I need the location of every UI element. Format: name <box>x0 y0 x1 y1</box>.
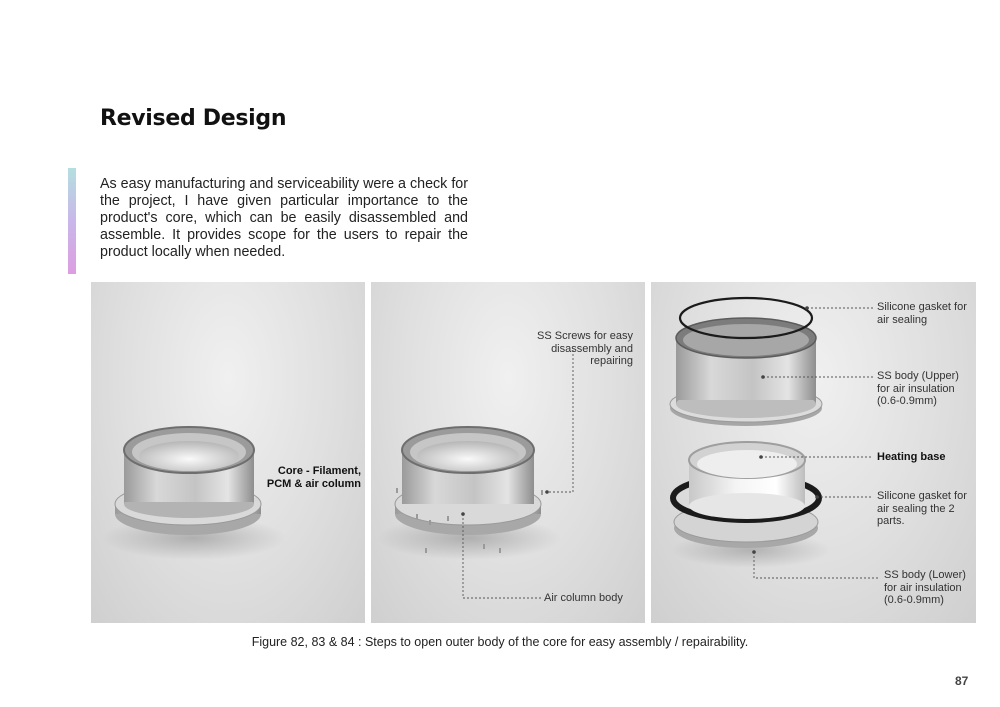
body-lower-label: SS body (Lower) for air insulation (0.6-0.9mm) <box>884 569 966 606</box>
figure-caption: Figure 82, 83 & 84 : Steps to open outer body of the core for easy assembly / repairability. <box>251 635 749 649</box>
gasket-mid-label: Silicone gasket for air sealing the 2 parts. <box>877 490 967 527</box>
body-upper-label: SS body (Upper) for air insulation (0.6-0.9mm) <box>877 370 959 407</box>
core-assembled-illustration <box>91 282 365 623</box>
screws-label: SS Screws for easy disassembly and repairing <box>537 330 633 367</box>
figure-83-panel <box>371 282 645 623</box>
heating-base-label: Heating base <box>877 451 946 463</box>
air-column-label: Air column body <box>544 592 623 604</box>
intro-paragraph: As easy manufacturing and serviceability were a check for the project, I have given particular importance to the product's core, which can be easily disassembled and assemble. It provides scope for the users to repair the product locally when needed. <box>100 176 468 260</box>
figure-84-panel <box>651 282 976 623</box>
page-number: 87 <box>955 674 969 688</box>
figure-82-panel <box>91 282 365 623</box>
page-title: Revised Design <box>100 106 287 131</box>
core-label: Core - Filament, PCM & air column <box>266 465 361 490</box>
accent-bar <box>68 168 76 274</box>
gasket-top-label: Silicone gasket for air sealing <box>877 301 967 326</box>
